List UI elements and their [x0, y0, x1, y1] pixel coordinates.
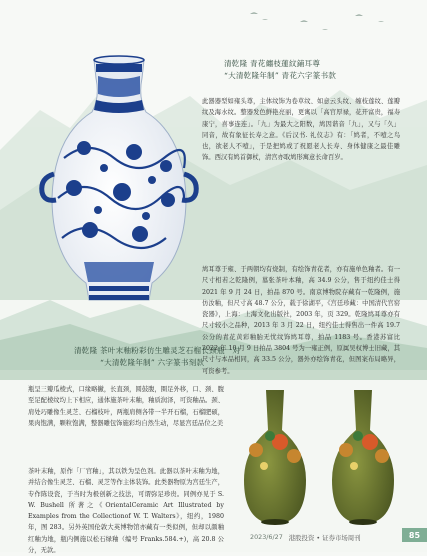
- section2-paragraph-1: 瓶呈三瓣瓜棱式，口缘略撇，长直颈，圆鼓腹，圈足外移，口、颈、腹至足配棱纹均上下相应，通体施茶叶末釉，釉质润泽，可资釉品。颈、肩处巧雕像生灵芝、石榴枝叶，两瓶肩侧各带一半开石榴，石榴肥硕，果肉饱满，颗粒饱满，整器雕包饰施彩均自然生动，尽显宫廷品位之美: [28, 386, 224, 427]
- section1-mark: “大清乾隆年制” 青花六字篆书款: [224, 71, 337, 80]
- issue-date: 2023/6/27: [250, 533, 283, 541]
- section1-title: 清乾隆 青花纏枝蓮紋鋪耳尊: [224, 59, 321, 68]
- section1-paragraph-2: 鸠耳尊于雍、于两朝均有烧制，有绘饰青花者，亦有施单色釉者。有一尺寸相若之乾隆例，墓张茶叶本釉，高 34.9 公分，售于纽约佳士得 2021 年 9 月 24 日，拍品 870 号。南京博物院存藏有一乾隆例，施仿汝釉，但尺寸高 48.7 公分，载于徐湖平，《宫廷珍藏：中国清代官窑瓷器》，上海：上海文化出版社，2003 年，页 329。乾隆鸠耳尊亦有尺寸较小之品种，2013 年 3 月 22 日，纽约佳士得售出一件高 19.7 公分的青花黄彩釉胎无忧纹饰鸠耳尊，拍品 1183 号。香港苏富比 2022 年 10 月 9 日拍品 3804 号为一雍正例，原属吴权博士旧藏，其尺寸与本品相同，高 33.5 公分，器外亦绘饰青花，但图案布局略异，可资参考。: [202, 266, 400, 375]
- magazine-name: 港股投资 • 证券市场周刊: [288, 533, 361, 542]
- section2-title: 清乾隆 茶叶末釉粉彩仿生雕灵芝石榴长颈瓶一对: [74, 346, 241, 355]
- page-footer: [250, 530, 361, 544]
- blue-white-vase-image: [34, 48, 204, 308]
- section2-paragraph-2: 茶叶末釉，原作「厂官釉」，其以铁为呈色剂。此器以茶叶末釉为地，并结合像生灵芝、石榴、灵芝等作主体装饰。此类器物原为宫廷生产，专作陈设瓷，于当时为极创新之技法，可谓弥足珍贵。同例亦见于 S. W. Bushell 所著之《OrientalCeramic Art Illustrated by Examples from the Collectionof W. T. Walters》，纽约，1980 年，图 283。另外英国伦敦大英博物馆亦藏有一类似例，但却以颜釉红釉为地，瓶内侧施以松石绿釉（编号 Franks.584.+)，高 20.8 公分，无款。: [28, 468, 224, 555]
- teadust-vase-pair-image: [236, 380, 414, 530]
- section2-mark: “大清乾隆年制” 六字篆书刻款: [100, 358, 205, 367]
- section1-paragraph-1: 此器器型如雍头尊，主体纹饰为卷草纹、如意云头纹、缠枝莲纹、莲瓣纹及海水纹。整器发色鲜艳亮丽，更寓以「高官厚禄，花开富贵，福寿康宁，喜事连连」。「九」为最大之阳数，鸠因谐音「九」，又与「久」同音，故有象征长寿之意。《后汉书. 礼仪志》有：「鸠者，不噎之鸟也，欲老人不噎」，于是把鸠或了祝愿老人长寿、身体健康之最佳雕饰。西汉有鸠首御杖，清宫亦取鸠形寓意长命百岁。: [202, 98, 400, 162]
- page-number: 85: [402, 528, 427, 542]
